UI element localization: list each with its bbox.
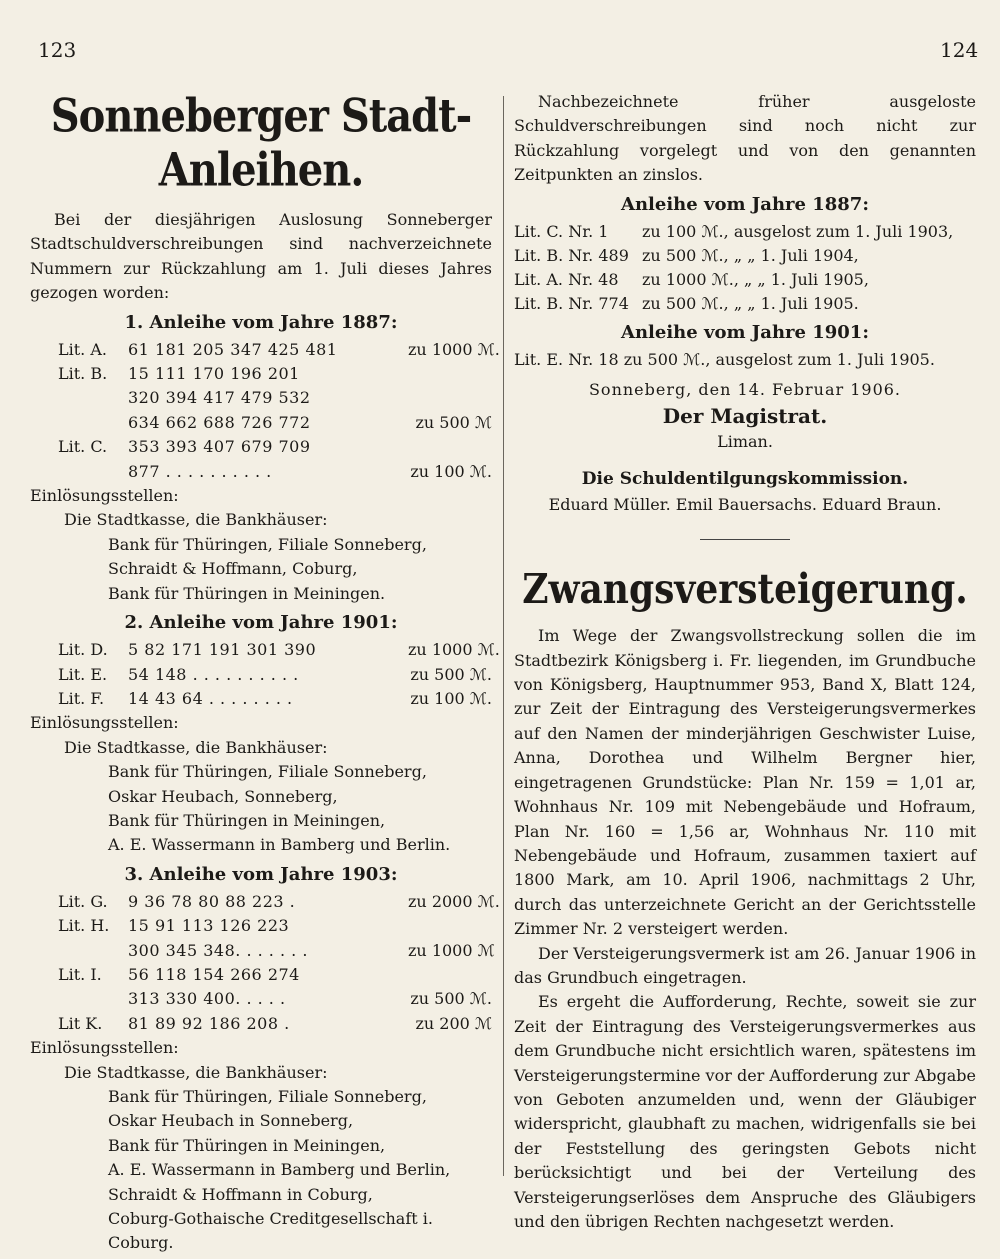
loan-1903-heading: 3. Anleihe vom Jahre 1903: bbox=[124, 863, 398, 885]
page-title: Sonneberger Stadt-Anleihen. bbox=[50, 88, 472, 198]
bank-line: Bank für Thüringen, Filiale Sonneberg, bbox=[108, 762, 427, 782]
table-row: Lit. C. 353 393 407 679 709 bbox=[58, 437, 311, 457]
right-column bbox=[514, 90, 976, 1234]
bank-line: Schraidt & Hoffmann in Coburg, bbox=[108, 1184, 373, 1204]
bank-line: Bank für Thüringen in Meiningen, bbox=[108, 1135, 386, 1155]
stellen-intro: Die Stadtkasse, die Bankhäuser: bbox=[64, 510, 328, 530]
intro-paragraph: Bei der diesjährigen Auslosung Sonneberger Stadtschuldverschreibungen sind nachverzeichnete Nummern zur Rückzahlung am 1. Juli dieses Jahres gezogen worden: bbox=[30, 210, 492, 303]
table-row: Lit. I. 56 118 154 266 274 bbox=[58, 964, 300, 984]
table-row: Lit. B. Nr. 774 zu 500 ℳ. , „ „ 1. Juli 1905. bbox=[514, 293, 859, 313]
table-row: Lit. A. 61 181 205 347 425 481 zu 1000 ℳ. bbox=[58, 339, 500, 359]
table-row: 300 345 348. . . . . . . zu 1000 ℳ bbox=[128, 940, 495, 960]
loan-1903-table bbox=[30, 890, 500, 1036]
table-row: 877 . . . . . . . . . . zu 100 ℳ. bbox=[128, 461, 492, 481]
column-divider bbox=[503, 96, 504, 1176]
table-row: Lit. F. 14 43 64 . . . . . . . . zu 100 ℳ. bbox=[58, 688, 492, 708]
table-row: Lit. E. 54 148 . . . . . . . . . . zu 500 ℳ. bbox=[58, 664, 492, 684]
page-number-right: 124 bbox=[940, 38, 979, 62]
stellen-label: Einlösungsstellen: bbox=[30, 713, 179, 733]
bank-line: Schraidt & Hoffmann, Coburg, bbox=[108, 559, 358, 579]
stellen-intro: Die Stadtkasse, die Bankhäuser: bbox=[64, 1062, 328, 1082]
loan-1901-table bbox=[30, 638, 500, 711]
bank-line: Coburg-Gothaische Creditgesellschaft i. Coburg. bbox=[108, 1209, 433, 1253]
auction-paragraph-3: Es ergeht die Aufforderung, Rechte, soweit sie zur Zeit der Eintragung des Versteigerungsvermerkes aus dem Grundbuche nicht ersichtlich waren, spätestens im Versteigerungstermine vor der Aufforderung zur Abgabe von Geboten anzumelden und, wenn der Gläubiger widerspricht, glaubhaft zu machen, widrigenfalls sie bei der Feststellung des geringsten Gebots nicht berücksichtigt und bei der Verteilung des Versteigerungserlöses dem Anspruche des Gläubigers und den übrigen Rechten nachgesetzt werden. bbox=[514, 992, 976, 1231]
table-row: Lit. D. 5 82 171 191 301 390 zu 1000 ℳ. bbox=[58, 640, 500, 660]
loan-1901-heading: 2. Anleihe vom Jahre 1901: bbox=[124, 612, 398, 634]
loan-1887-heading: 1. Anleihe vom Jahre 1887: bbox=[124, 311, 398, 333]
stellen-label: Einlösungsstellen: bbox=[30, 1038, 179, 1058]
kommission-signature: Die Schuldentilgungskommission. bbox=[581, 468, 909, 489]
section-separator bbox=[700, 539, 790, 540]
unredeemed-1887-table bbox=[514, 220, 976, 316]
bank-line: Bank für Thüringen in Meiningen, bbox=[108, 810, 386, 830]
bank-line: Bank für Thüringen, Filiale Sonneberg, bbox=[108, 1087, 427, 1106]
table-row: Lit. G. 9 36 78 80 88 223 . zu 2000 ℳ. bbox=[58, 891, 500, 911]
table-row: Lit. B. 15 111 170 196 201 bbox=[58, 364, 300, 384]
table-row: 320 394 417 479 532 bbox=[128, 388, 311, 408]
unredeemed-intro: Nachbezeichnete früher ausgeloste Schuldverschreibungen sind noch nicht zur Rückzahlung vorgelegt und von den genannten Zeitpunkten an zinslos. bbox=[514, 92, 976, 185]
table-row: Lit. B. Nr. 489 zu 500 ℳ. , „ „ 1. Juli 1904, bbox=[514, 245, 859, 265]
left-column bbox=[30, 88, 500, 1256]
auction-paragraph-2: Der Versteigerungsvermerk ist am 26. Januar 1906 in das Grundbuch eingetragen. bbox=[514, 943, 976, 987]
table-row: Lit. H. 15 91 113 126 223 bbox=[58, 916, 290, 936]
stellen-intro: Die Stadtkasse, die Bankhäuser: bbox=[64, 737, 328, 757]
date-line: Sonneberg, den 14. Februar 1906. bbox=[588, 380, 902, 400]
table-row: Lit. C. Nr. 1 zu 100 ℳ. , ausgelost zum 1. Juli 1903, bbox=[514, 221, 954, 241]
auction-paragraph-1: Im Wege der Zwangsvollstreckung sollen die im Stadtbezirk Königsberg i. Fr. liegenden, im Grundbuche von Königsberg, Hauptnummer 953, Band X, Blatt 124, zur Zeit der Eintragung des Versteigerungsvermerkes auf den Namen der minderjährigen Geschwister Luise, Anna, Dorothea und Wilhelm Bergner hier, eingetragenen Grundstücke: Plan Nr. 159 = 1,01 ar, Wohnhaus Nr. 109 mit Nebengebäude und Hofraum, Plan Nr. 160 = 1,56 ar, Wohnhaus Nr. 110 mit Nebengebäude und Hofraum, zusammen taxiert auf 1800 Mark, am 10. April 1906, nachmittags 2 Uhr, durch das unterzeichnete Gericht an der Gerichtsstelle Zimmer Nr. 2 versteigert werden. bbox=[514, 626, 976, 939]
stellen-label: Einlösungsstellen: bbox=[30, 486, 179, 506]
page-number-left: 123 bbox=[38, 38, 77, 62]
bank-line: A. E. Wassermann in Bamberg und Berlin, bbox=[108, 1160, 451, 1180]
bank-line: Bank für Thüringen in Meiningen. bbox=[108, 583, 386, 603]
magistrat-signature: Der Magistrat. bbox=[662, 404, 828, 429]
table-row: 313 330 400. . . . . zu 500 ℳ. bbox=[128, 989, 492, 1009]
magistrat-name: Liman. bbox=[717, 432, 773, 452]
table-row: 634 662 688 726 772 zu 500 ℳ bbox=[128, 412, 492, 432]
kommission-names: Eduard Müller. Emil Bauersachs. Eduard Braun. bbox=[548, 494, 942, 514]
unredeemed-1901-row: Lit. E. Nr. 18 zu 500 ℳ., ausgelost zum 1. Juli 1905. bbox=[514, 349, 935, 369]
bank-line: Bank für Thüringen, Filiale Sonneberg, bbox=[108, 534, 427, 554]
section-title: Zwangsversteigerung. bbox=[522, 565, 968, 614]
unredeemed-1887-heading: Anleihe vom Jahre 1887: bbox=[621, 193, 869, 215]
loan-1887-table bbox=[30, 338, 500, 484]
bank-line: Oskar Heubach, Sonneberg, bbox=[108, 786, 338, 806]
table-row: Lit. A. Nr. 48 zu 1000 ℳ. , „ „ 1. Juli 1905, bbox=[514, 269, 869, 289]
bank-line: A. E. Wassermann in Bamberg und Berlin. bbox=[108, 835, 451, 855]
unredeemed-1901-heading: Anleihe vom Jahre 1901: bbox=[621, 321, 869, 343]
table-row: Lit K. 81 89 92 186 208 . zu 200 ℳ bbox=[58, 1013, 492, 1033]
bank-line: Oskar Heubach in Sonneberg, bbox=[108, 1111, 354, 1131]
